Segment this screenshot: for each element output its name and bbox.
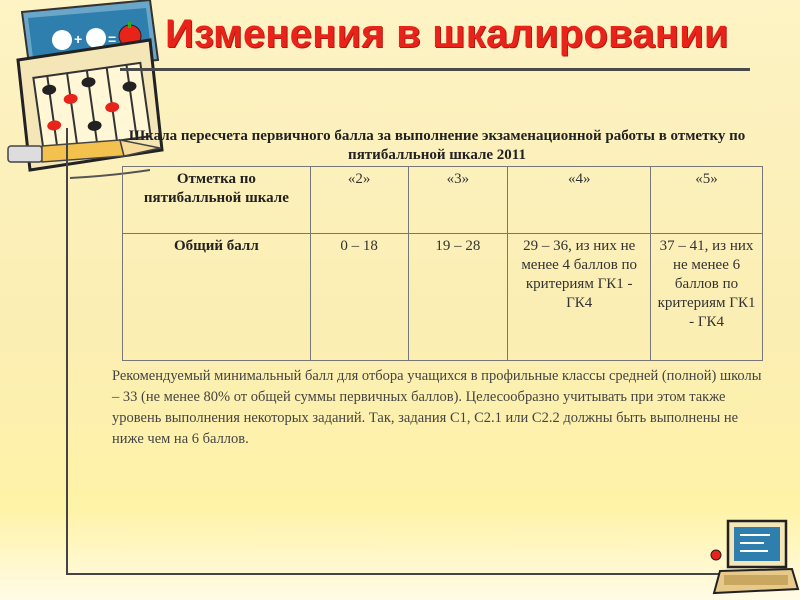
table-row — [123, 167, 763, 234]
computer-icon — [710, 515, 800, 600]
scale-table-caption: Шкала пересчета первичного балла за выполнение экзаменационной работы в отметку по пятибалльной шкале 2011 — [128, 128, 746, 163]
grade-cell: «3» — [408, 167, 508, 234]
page-title: Изменения в шкалировании — [165, 12, 729, 56]
title-underline — [120, 68, 750, 71]
grade-cell: «5» — [651, 167, 763, 234]
table-row — [123, 234, 763, 361]
frame-bottom-border — [66, 573, 730, 575]
grade-cell: «4» — [508, 167, 651, 234]
score-range-cell: 0 – 18 — [310, 234, 408, 361]
score-range-cell: 29 – 36, из них не менее 4 баллов по критериям ГК1 - ГК4 — [508, 234, 651, 361]
grade-header-label: Отметка по пятибалльной шкале — [123, 167, 311, 234]
grade-scale-table — [122, 166, 763, 361]
score-range-cell: 37 – 41, из них не менее 6 баллов по критериям ГК1 - ГК4 — [651, 234, 763, 361]
frame-left-border — [66, 128, 68, 575]
total-score-label: Общий балл — [123, 234, 311, 361]
grade-cell: «2» — [310, 167, 408, 234]
svg-text:+: + — [74, 31, 83, 47]
recommendation-note: Рекомендуемый минимальный балл для отбора учащихся в профильные классы средней (полной) школы – 33 (не менее 80% от общей суммы первичных баллов). Целесообразно учитывать при этом также уровень выполнения некоторых заданий. Так, задания С1, С2.1 или С2.2 должны быть выполнены не ниже чем на 6 баллов. — [112, 368, 762, 447]
score-range-cell: 19 – 28 — [408, 234, 508, 361]
svg-text:=: = — [108, 31, 117, 47]
